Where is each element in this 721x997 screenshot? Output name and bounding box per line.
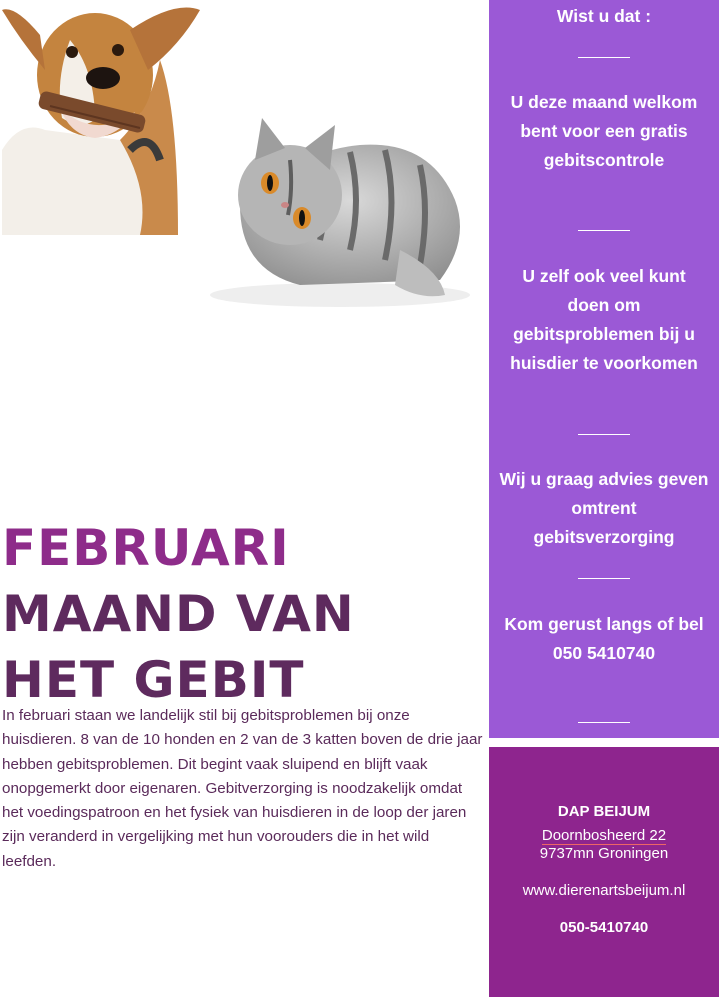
pets-photo	[0, 0, 488, 320]
intro-paragraph: In februari staan we landelijk stil bij gebitsproblemen bij onze huisdieren. 8 van de 10 honden en 2 van de 3 katten boven de drie jaar hebben gebitsproblemen. Dit begint vaak sluipend en blijft vaak onopgemerkt door eigenaren. Gebitverzorging is noodzakelijk omdat het voedingspatroon en het fysiek van huisdieren in de loop der jaren zijn veranderd in vergelijking met hun voorouders die in het wild leefden.	[2, 707, 483, 870]
panel-title: Wist u dat :	[556, 6, 652, 26]
divider	[578, 230, 630, 231]
headline-line-2: MAAND VAN	[2, 585, 355, 643]
headline-line-3: HET GEBIT	[2, 651, 305, 709]
divider	[578, 578, 630, 579]
clinic-name: DAP BEIJUM	[557, 803, 651, 820]
headline-line-1: FEBRUARI	[2, 519, 290, 577]
address-street: Doornbosheerd 22	[541, 827, 667, 844]
divider	[578, 57, 630, 58]
fact-item-3: Wij u graag advies geven omtrent gebitsverzorging	[499, 469, 709, 547]
contact-panel	[489, 747, 719, 997]
phone-number: 050-5410740	[559, 919, 649, 936]
headline	[2, 515, 482, 713]
fact-item-1: U deze maand welkom bent voor een gratis gebitscontrole	[510, 92, 698, 170]
divider	[578, 434, 630, 435]
website-link[interactable]: www.dierenartsbeijum.nl	[522, 882, 686, 899]
address-city: 9737mn Groningen	[539, 845, 669, 862]
fact-item-2: U zelf ook veel kunt doen om gebitsproblemen bij u huisdier te voorkomen	[510, 266, 698, 373]
fact-item-4: Kom gerust langs of bel 050 5410740	[504, 614, 704, 663]
did-you-know-panel	[489, 0, 719, 738]
divider	[578, 722, 630, 723]
